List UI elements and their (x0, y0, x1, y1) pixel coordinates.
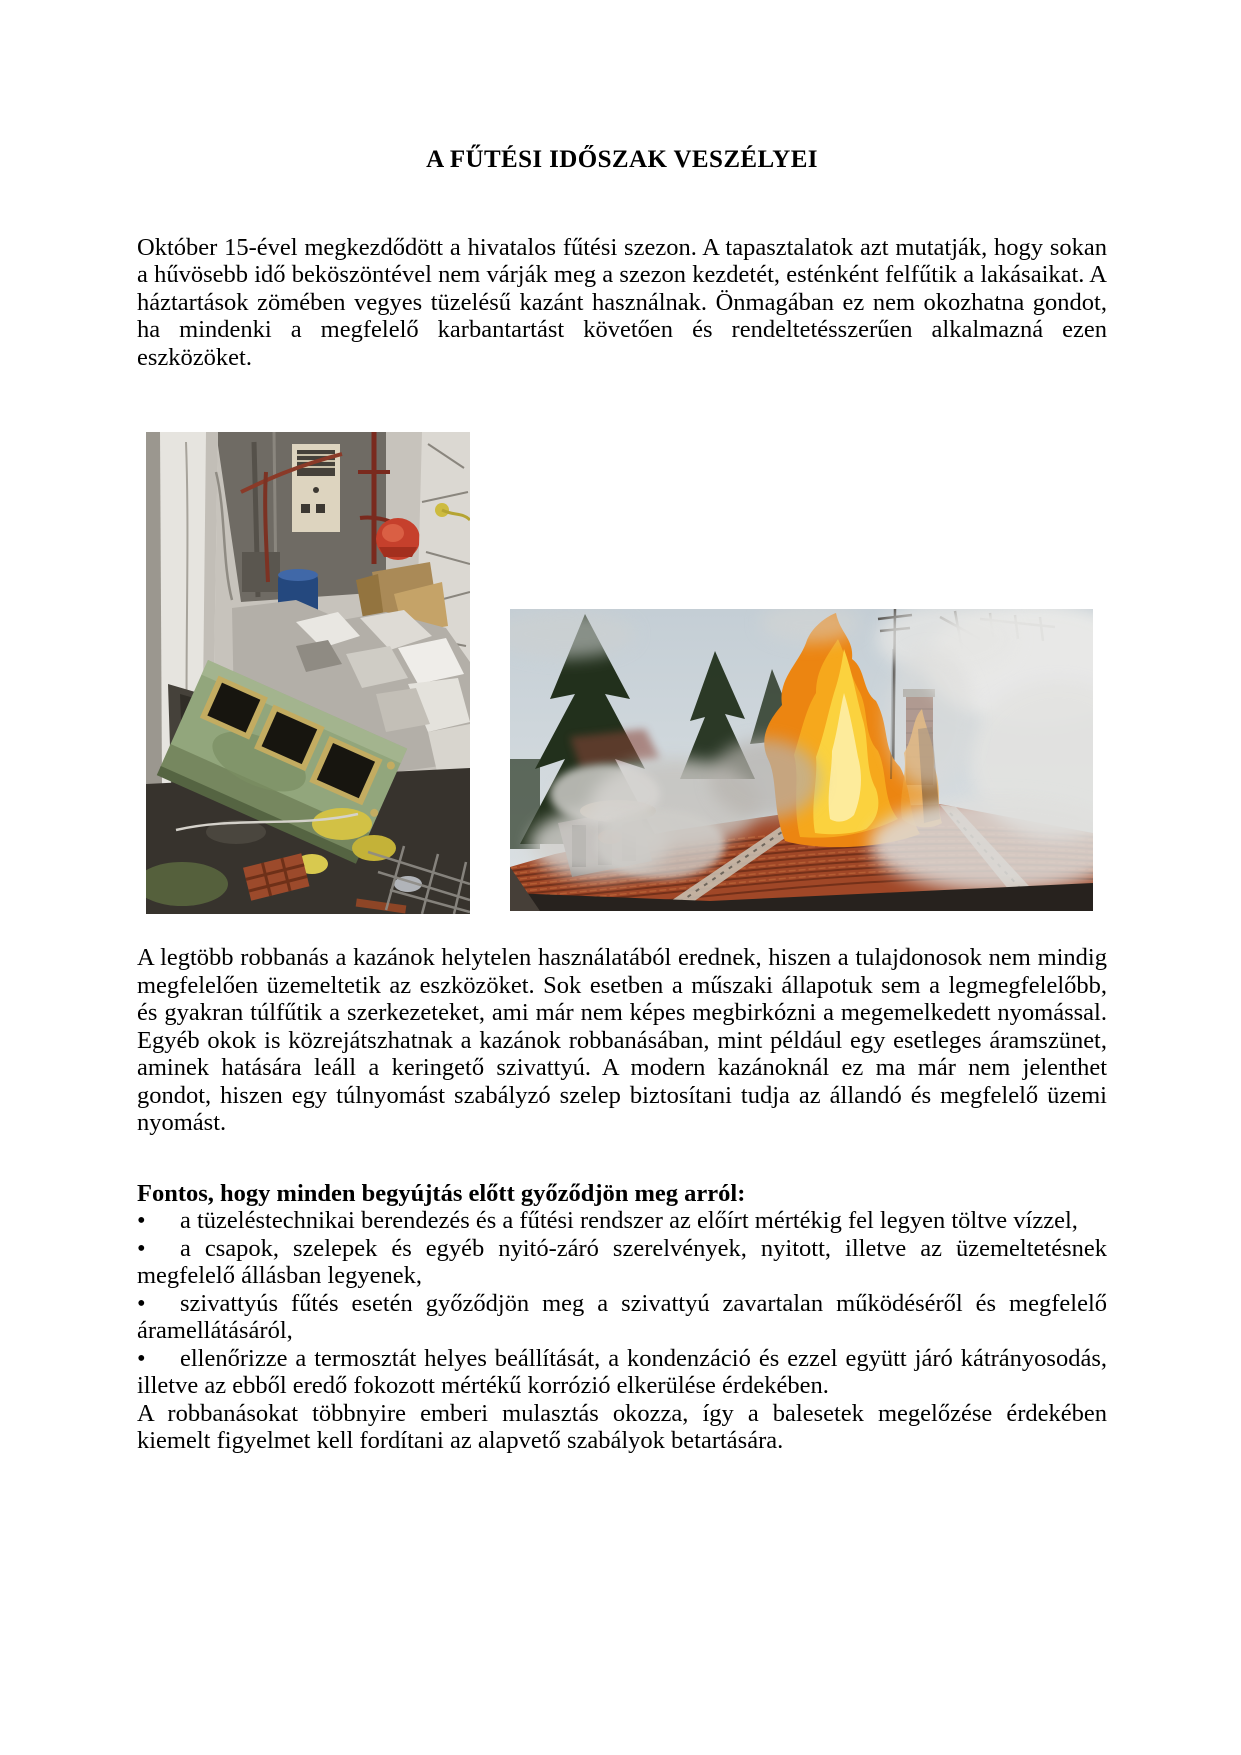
boiler-explosion-illustration (146, 432, 470, 914)
page-title: A FŰTÉSI IDŐSZAK VESZÉLYEI (426, 146, 818, 173)
checklist-item-water (137, 1207, 1107, 1235)
roof-fire-photo (510, 609, 1093, 911)
causes-paragraph: A legtöbb robbanás a kazánok helytelen használatából erednek, hiszen a tulajdonosok nem mindig megfelelően üzemeltetik az eszközöket. Sok esetben a műszaki állapotuk sem a legmegfelelőbb, és gyakran túlfűtik a szerkezeteket, ami már nem képes megbirkózni a megemelkedett nyomással. Egyéb okok is közrejátszhatnak a kazánok robbanásában, mint például egy esetleges áramszünet, aminek hatására leáll a keringető szivattyú. A modern kazánoknál ez ma már nem jelenthet gondot, hiszen egy túlnyomást szabályzó szelep biztosítani tudja az állandó és megfelelő üzemi nyomást. (137, 944, 1107, 1136)
closing-paragraph: A robbanásokat többnyire emberi mulasztás okozza, így a balesetek megelőzése érdekében kiemelt figyelmet kell fordítani az alapvető szabályok betartására. (137, 1399, 1107, 1454)
checklist-item-text: ellenőrizze a termosztát helyes beállítását, a kondenzáció és ezzel együtt járó kátrányosodás, illetve az ebből eredő fokozott mértékű korrózió elkerülése érdekében. (137, 1344, 1107, 1399)
checklist-item-text: a tüzeléstechnikai berendezés és a fűtési rendszer az előírt mértékig fel legyen töltve vízzel, (180, 1207, 1078, 1234)
bullet-marker: • (137, 1207, 146, 1234)
document-page (137, 146, 1107, 1455)
intro-paragraph: Október 15-ével megkezdődött a hivatalos fűtési szezon. A tapasztalatok azt mutatják, hogy sokan a hűvösebb idő beköszöntével nem várják meg a szezon kezdetét, esténként felfűtik a lakásaikat. A háztartások zömében vegyes tüzelésű kazánt használnak. Önmagában ez nem okozhatna gondot, ha mindenki a megfelelő karbantartást követően és rendeltetésszerűen alkalmazná ezen eszközöket. (137, 233, 1107, 371)
checklist-item-valves (137, 1235, 1107, 1290)
checklist-item-text: szivattyús fűtés esetén győződjön meg a szivattyú zavartalan működéséről és megfelelő áramellátásáról, (137, 1289, 1107, 1344)
checklist-item-thermostat (137, 1345, 1107, 1400)
boiler-explosion-photo (146, 432, 470, 914)
roof-fire-illustration (510, 609, 1093, 911)
bullet-marker: • (137, 1344, 146, 1372)
checklist-item-pump (137, 1290, 1107, 1345)
bullet-marker: • (137, 1234, 146, 1262)
checklist-item-text: a csapok, szelepek és egyéb nyitó-záró szerelvények, nyitott, illetve az üzemeltetésnek megfelelő állásban legyenek, (137, 1234, 1107, 1289)
photo-row (137, 432, 1107, 914)
bullet-marker: • (137, 1289, 146, 1317)
checklist-heading: Fontos, hogy minden begyújtás előtt győződjön meg arról: (137, 1179, 746, 1207)
